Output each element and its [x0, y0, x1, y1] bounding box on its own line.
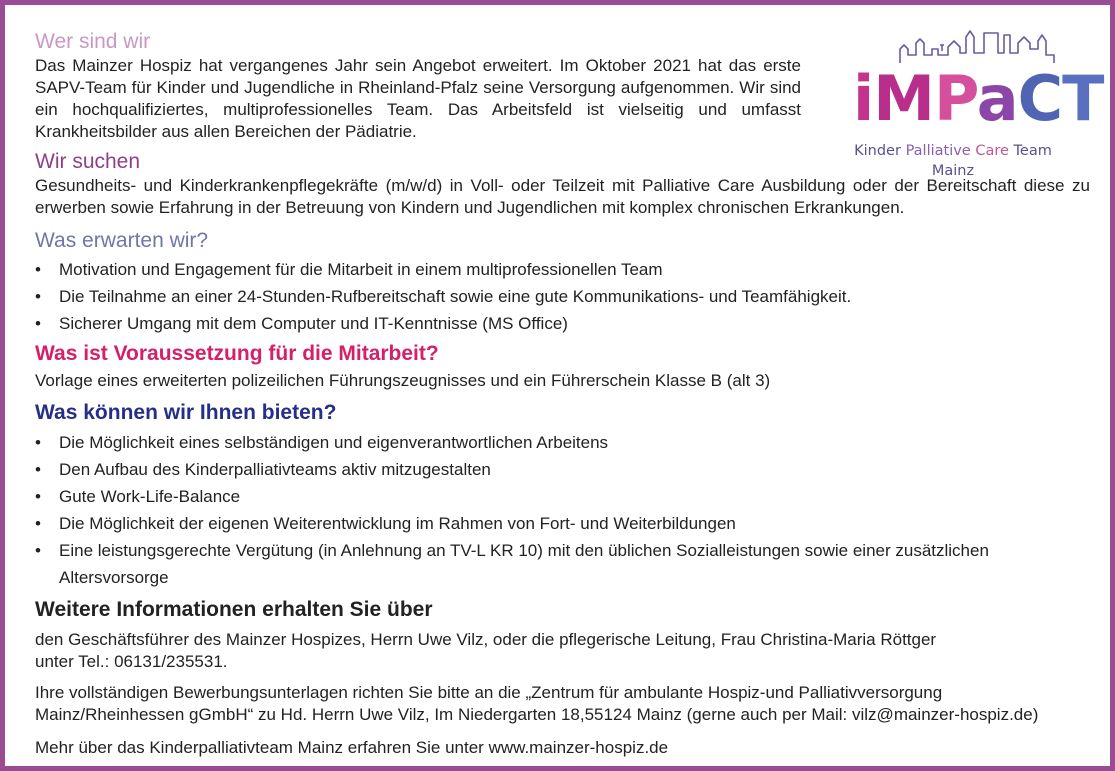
list-item: • Die Möglichkeit eines selbständigen und eigenverantwortlichen Arbeitens	[35, 429, 1095, 456]
bieten-list	[35, 429, 1095, 591]
phone-text: unter Tel.: 06131/235531.	[35, 652, 228, 671]
application-text: Ihre vollständigen Bewerbungsunterlagen richten Sie bitte an die „Zentrum für ambulante Hospiz-und Palliativversorgung Mainz/Rheinhessen gGmbH“ zu Hd. Herrn Uwe Vilz, Im Niedergarten 18,55124 Mainz (gerne auch per Mail: vilz@mainzer-hospiz.de)	[35, 683, 1039, 724]
logo-subtitle-part: Care	[975, 143, 1014, 159]
logo-subtitle-part: Kinder	[854, 143, 906, 159]
more-info-text: Mehr über das Kinderpalliativteam Mainz erfahren Sie unter www.mainzer-hospiz.de	[35, 738, 669, 757]
heading-wir-suchen: Wir suchen	[35, 150, 141, 173]
ad-content	[35, 29, 1095, 759]
voraussetzung-text: Vorlage eines erweiterten polizeilichen Führungszeugnisses und ein Führerschein Klasse B (alt 3)	[35, 371, 771, 390]
contact-text: den Geschäftsführer des Mainzer Hospizes, Herrn Uwe Vilz, oder die pflegerische Leitung, Frau Christina-Maria Röttger	[35, 630, 937, 649]
logo-subtitle-part: Palliative	[905, 143, 976, 159]
logo-city: Mainz	[931, 163, 975, 179]
logo-subtitle-part: Team	[1013, 143, 1052, 159]
logo-letter: P	[933, 62, 977, 135]
logo-letter: M	[873, 62, 934, 135]
erwarten-list	[35, 256, 1095, 337]
intro-text: Das Mainzer Hospiz hat vergangenes Jahr sein Angebot erweitert. Im Oktober 2021 hat das erste SAPV-Team für Kinder und Jugendliche in Rheinland-Pfalz seine Versorgung aufgenommen. Wir sind ein hochqualifiziertes, multiprofessionelles Team. Das Arbeitsfeld ist vielseitig und umfasst Krankheitsbilder aus allen Bereichen der Pädiatrie.	[35, 56, 801, 141]
section-wer-sind-wir	[35, 29, 1095, 143]
section-wir-suchen	[35, 149, 1095, 219]
heading-voraussetzung: Was ist Voraussetzung für die Mitarbeit?	[35, 342, 439, 365]
heading-was-koennen-wir-bieten: Was können wir Ihnen bieten?	[35, 401, 337, 424]
section-voraussetzung	[35, 341, 1095, 392]
list-item: • Gute Work-Life-Balance	[35, 483, 1095, 510]
list-item: • Eine leistungsgerechte Vergütung (in Anlehnung an TV-L KR 10) mit den üblichen Sozialleistungen sowie einer zusätzlichen Altersvorsorge	[35, 537, 1095, 591]
list-item: • Die Teilnahme an einer 24-Stunden-Rufbereitschaft sowie eine gute Kommunikations- und Teamfähigkeit.	[35, 283, 1095, 310]
section-was-koennen-wir-bieten	[35, 400, 1095, 591]
list-item: • Die Möglichkeit der eigenen Weiterentwicklung im Rahmen von Fort- und Weiterbildungen	[35, 510, 1095, 537]
heading-was-erwarten-wir: Was erwarten wir?	[35, 229, 209, 252]
suchen-text: Gesundheits- und Kinderkrankenpflegekräfte (m/w/d) in Voll- oder Teilzeit mit Palliative Care Ausbildung oder der Bereitschaft diese zu erwerben sowie Erfahrung in der Betreuung von Kindern und Jugendlichen mit komplex chronischen Erkrankungen.	[35, 176, 1090, 217]
logo-letter: a	[976, 62, 1018, 135]
list-item: • Motivation und Engagement für die Mitarbeit in einem multiprofessionellen Team	[35, 256, 1095, 283]
list-item: • Sicherer Umgang mit dem Computer und IT-Kenntnisse (MS Office)	[35, 310, 1095, 337]
heading-weitere-informationen: Weitere Informationen erhalten Sie über	[35, 598, 433, 621]
list-item: • Den Aufbau des Kinderpalliativteams aktiv mitzugestalten	[35, 456, 1095, 483]
logo-letter: i	[853, 62, 874, 135]
logo-letter: T	[1062, 62, 1104, 135]
section-weitere-informationen	[35, 597, 1095, 759]
heading-wer-sind-wir: Wer sind wir	[35, 30, 151, 53]
logo-letter: C	[1017, 62, 1063, 135]
section-was-erwarten-wir	[35, 228, 1095, 337]
